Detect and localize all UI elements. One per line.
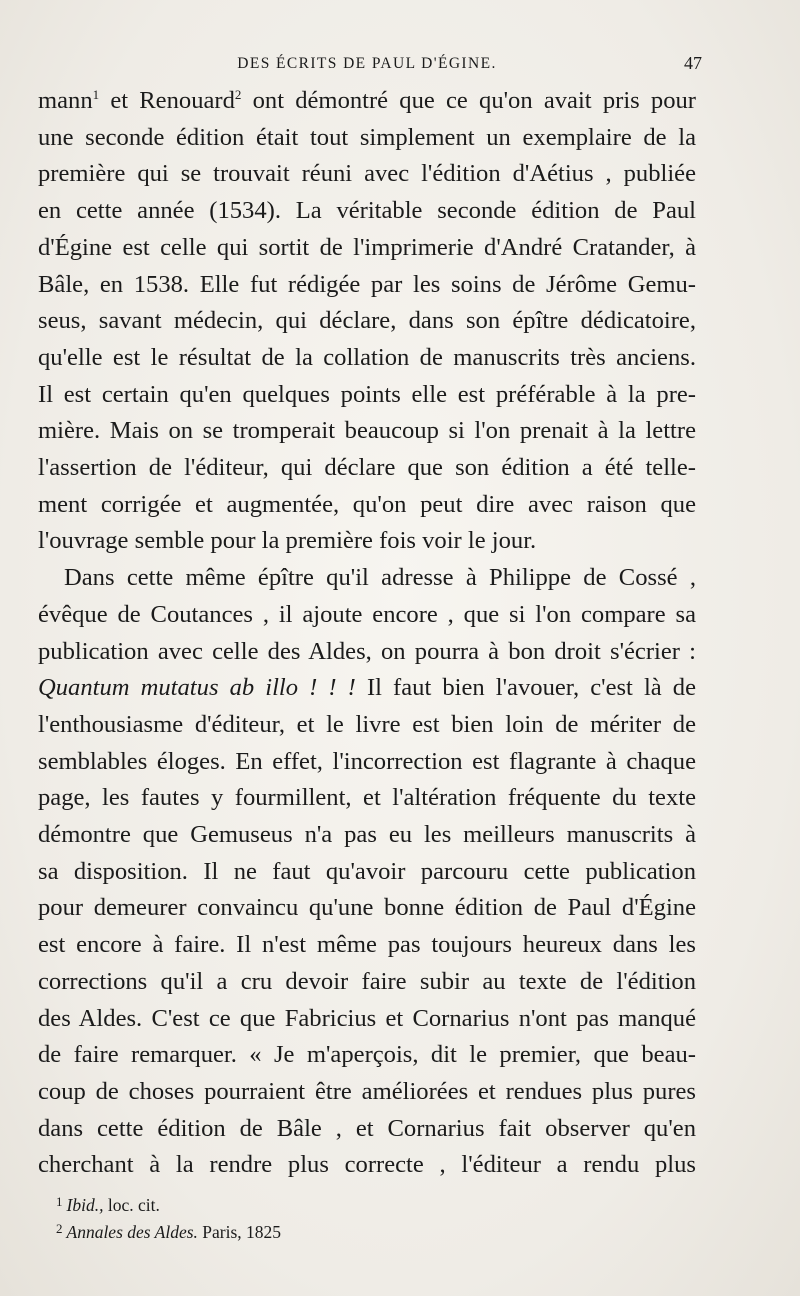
text-line: seus, savant médecin, qui déclare, dans son épître dédicatoire,	[38, 307, 696, 335]
text-line	[38, 670, 696, 707]
footnote-text: loc. cit.	[103, 1195, 160, 1215]
text-fragment: et Renouard	[99, 87, 235, 114]
text-line: une seconde édition était tout simplement un exemplaire de la	[38, 123, 696, 151]
page-number: 47	[684, 53, 702, 73]
text-line: cherchant à la rendre plus correcte , l'éditeur a rendu plus	[38, 1151, 696, 1179]
text-fragment: Il faut bien l'avouer, c'est là de	[355, 674, 697, 702]
text-line: ment corrigée et augmentée, qu'on peut dire avec raison que	[38, 490, 696, 518]
footnote-ref-2: 2	[234, 87, 242, 102]
text-line: mière. Mais on se tromperait beaucoup si l'on prenait à la lettre	[38, 417, 696, 445]
footnote-1	[56, 1190, 281, 1217]
text-line: coup de choses pourraient être améliorées et rendues plus pures	[38, 1077, 696, 1105]
footnote-number: 1	[56, 1194, 63, 1209]
text-line: Bâle, en 1538. Elle fut rédigée par les soins de Jérôme Gemu-	[38, 270, 696, 298]
text-line: dans cette édition de Bâle , et Cornarius fait observer qu'en	[38, 1114, 696, 1142]
text-line: évêque de Coutances , il ajoute encore , que si l'on compare sa	[38, 600, 696, 628]
footnote-ref-1: 1	[92, 87, 100, 102]
body-text	[38, 83, 696, 1184]
latin-quote: Quantum mutatus ab illo ! ! !	[38, 674, 356, 702]
paragraph-2	[38, 560, 696, 1184]
footnote-text: Paris, 1825	[197, 1222, 282, 1242]
running-header	[38, 52, 702, 78]
text-fragment: mann	[38, 87, 93, 114]
footnote-source: Annales des Aldes.	[66, 1222, 198, 1242]
text-line: sa disposition. Il ne faut qu'avoir parcouru cette publication	[38, 857, 696, 885]
footnote-source: Ibid.,	[66, 1195, 104, 1215]
text-line: démontre que Gemuseus n'a pas eu les meilleurs manuscrits à	[38, 821, 696, 849]
running-title: DES ÉCRITS DE PAUL D'ÉGINE.	[237, 55, 497, 72]
text-line: qu'elle est le résultat de la collation de manuscrits très anciens.	[38, 343, 696, 371]
text-line: en cette année (1534). La véritable seconde édition de Paul	[38, 197, 696, 225]
text-line	[38, 83, 696, 120]
text-line: de faire remarquer. « Je m'aperçois, dit le premier, que beau-	[38, 1041, 696, 1069]
footnotes	[56, 1190, 281, 1244]
text-line: l'assertion de l'éditeur, qui déclare que son édition a été telle-	[38, 454, 696, 482]
text-line: semblables éloges. En effet, l'incorrection est flagrante à chaque	[38, 747, 696, 775]
text-line: corrections qu'il a cru devoir faire subir au texte de l'édition	[38, 967, 696, 995]
text-line: l'enthousiasme d'éditeur, et le livre est bien loin de mériter de	[38, 710, 696, 738]
text-line: première qui se trouvait réuni avec l'édition d'Aétius , publiée	[38, 160, 696, 188]
text-line: est encore à faire. Il n'est même pas toujours heureux dans les	[38, 931, 696, 959]
paragraph-1	[38, 83, 696, 560]
text-line: pour demeurer convaincu qu'une bonne édition de Paul d'Égine	[38, 894, 696, 922]
text-fragment: ont démontré que ce qu'on avait pris pour	[241, 87, 696, 114]
text-line: d'Égine est celle qui sortit de l'imprimerie d'André Cratander, à	[38, 233, 696, 261]
text-line: Il est certain qu'en quelques points elle est préférable à la pre-	[38, 380, 696, 408]
text-line: publication avec celle des Aldes, on pourra à bon droit s'écrier :	[38, 637, 696, 665]
text-line: des Aldes. C'est ce que Fabricius et Cornarius n'ont pas manqué	[38, 1004, 696, 1032]
text-line: page, les fautes y fourmillent, et l'altération fréquente du texte	[38, 784, 696, 812]
footnote-2	[56, 1217, 281, 1244]
text-line: l'ouvrage semble pour la première fois voir le jour.	[38, 527, 537, 555]
text-line: Dans cette même épître qu'il adresse à Philippe de Cossé ,	[64, 564, 696, 592]
footnote-number: 2	[56, 1221, 63, 1236]
